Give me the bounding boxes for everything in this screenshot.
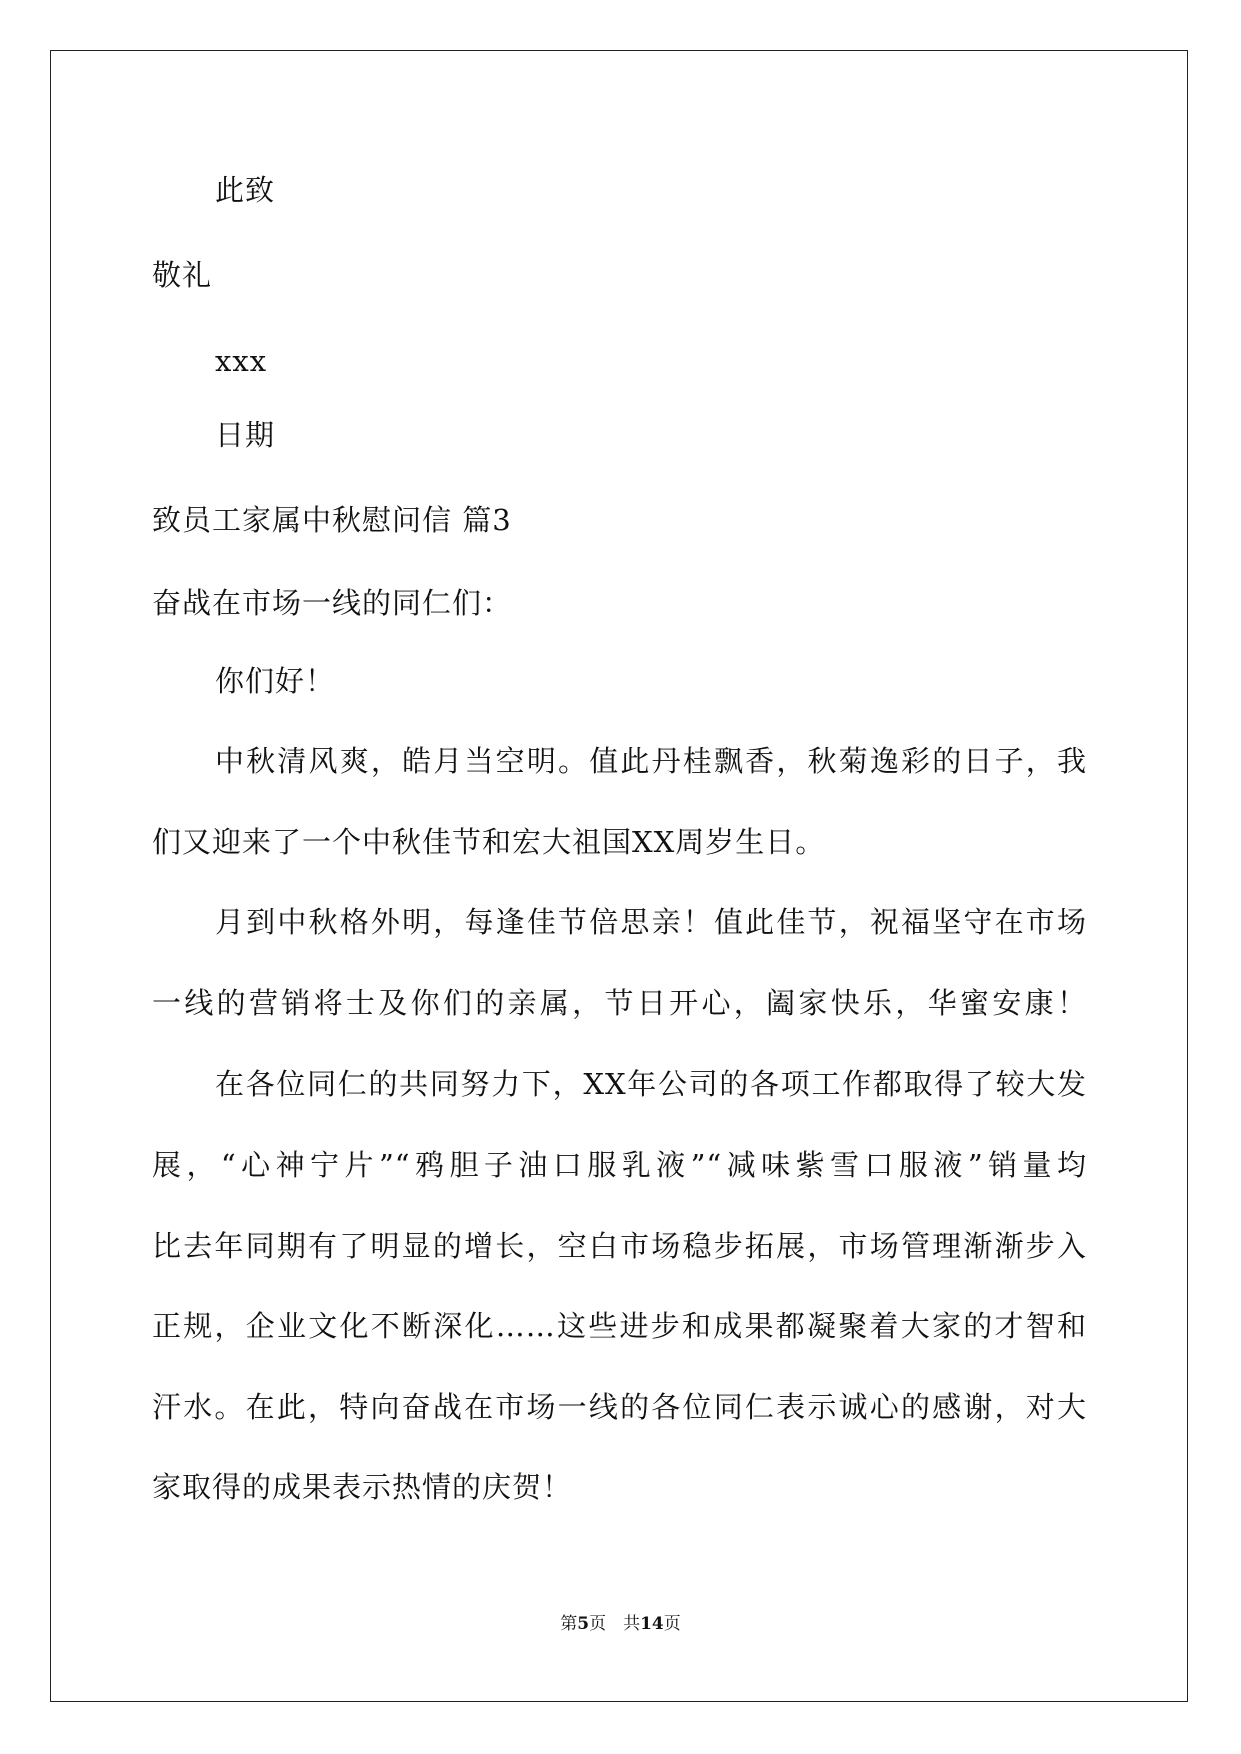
page-total: 14 [640, 1614, 664, 1634]
signature: xxx [215, 344, 268, 378]
greeting-hello: 你们好！ [215, 664, 336, 698]
date-line: 日期 [215, 418, 276, 452]
closing-salutation: 此致 [215, 173, 276, 207]
article-title: 致员工家属中秋慰问信 篇3 [152, 503, 512, 537]
page-number-footer [0, 1613, 1241, 1635]
paragraph-3-line-1: 在各位同仁的共同努力下，XX年公司的各项工作都取得了较大发 [215, 1067, 1087, 1101]
paragraph-1-line-1: 中秋清风爽，皓月当空明。值此丹桂飘香，秋菊逸彩的日子，我 [215, 744, 1087, 778]
paragraph-2-line-1: 月到中秋格外明，每逢佳节倍思亲！值此佳节，祝福坚守在市场 [215, 905, 1087, 939]
paragraph-3-line-4: 正规，企业文化不断深化……这些进步和成果都凝聚着大家的才智和 [152, 1309, 1087, 1343]
page-mid: 页 共 [589, 1614, 641, 1634]
paragraph-3-line-2: 展，“心神宁片”“鸦胆子油口服乳液”“减味紫雪口服液”销量均 [152, 1148, 1087, 1182]
page-border [50, 50, 1188, 1702]
page-prefix: 第 [560, 1614, 578, 1634]
paragraph-3-line-3: 比去年同期有了明显的增长，空白市场稳步拓展，市场管理渐渐步入 [152, 1229, 1087, 1263]
page-suffix: 页 [663, 1614, 681, 1634]
closing-regards: 敬礼 [152, 258, 213, 292]
page-current: 5 [577, 1614, 590, 1634]
paragraph-3-line-5: 汗水。在此，特向奋战在市场一线的各位同仁表示诚心的感谢，对大 [152, 1390, 1087, 1424]
paragraph-1-line-2: 们又迎来了一个中秋佳节和宏大祖国XX周岁生日。 [152, 825, 826, 859]
paragraph-3-line-6: 家取得的成果表示热情的庆贺！ [152, 1470, 573, 1504]
greeting-recipient: 奋战在市场一线的同仁们： [152, 586, 513, 620]
paragraph-2-line-2: 一线的营销将士及你们的亲属，节日开心，阖家快乐，华蜜安康！ [152, 986, 1087, 1020]
